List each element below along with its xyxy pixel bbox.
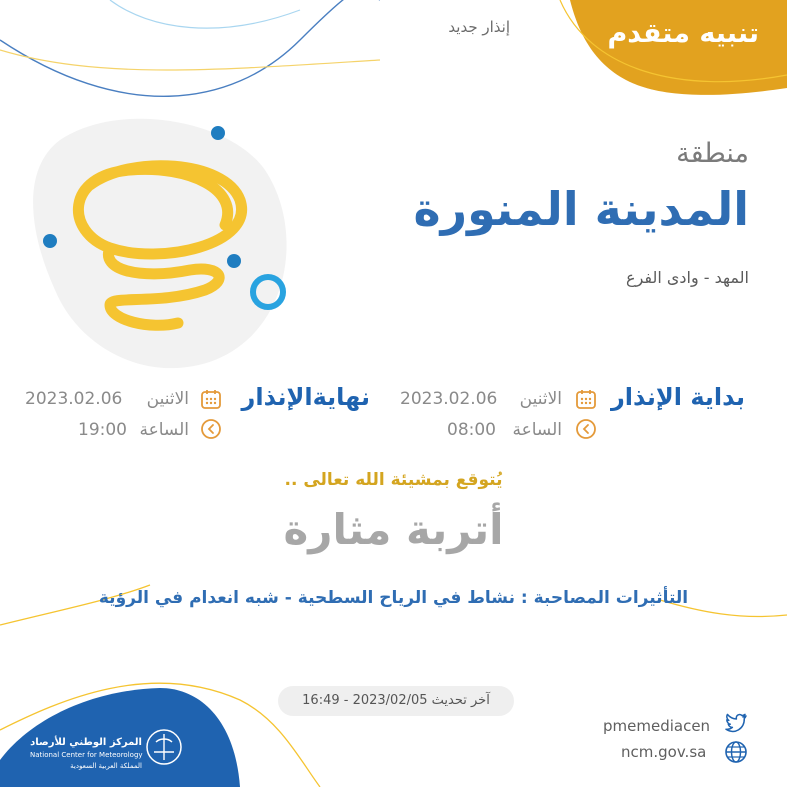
calendar-icon <box>575 388 597 410</box>
alert-start-date: 2023.02.06 <box>400 389 498 409</box>
associated-effects: التأثيرات المصاحبة : نشاط في الرياح السطحية - شبه انعدام في الرؤية <box>98 588 689 608</box>
alert-end-date: 2023.02.06 <box>25 389 123 409</box>
affected-areas: المهد - وادى الفرع <box>626 268 749 287</box>
alert-start-time-label: الساعة <box>512 420 562 440</box>
website-link[interactable]: ncm.gov.sa <box>621 743 707 761</box>
decor-dot <box>211 126 225 140</box>
region-name: المدينة المنورة <box>413 182 749 236</box>
twitter-handle[interactable]: pmemediacen <box>603 717 711 735</box>
alert-end-title: نهايةالإنذار <box>241 383 370 411</box>
new-alert-label: إنذار جديد <box>448 18 510 36</box>
alert-start-title: بداية الإنذار <box>610 383 745 411</box>
decor-line-yellow <box>0 50 380 70</box>
calendar-icon <box>200 388 222 410</box>
org-name-arabic: المركز الوطني للأرصاد <box>30 737 142 748</box>
decor-line-lightblue <box>110 0 300 28</box>
alert-end-time: 19:00 <box>78 420 127 440</box>
decor-dot <box>227 254 241 268</box>
region-label: منطقة <box>676 138 749 169</box>
org-name-english: National Center for Meteorology <box>30 751 143 759</box>
decor-line-blue <box>0 0 380 96</box>
twitter-icon[interactable] <box>724 711 748 735</box>
forecast-intro: يُتوقع بمشيئة الله تعالى .. <box>284 470 503 490</box>
decor-dot <box>43 234 57 248</box>
alert-end-time-label: الساعة <box>139 420 189 440</box>
alert-level-badge: تنبيه متقدم <box>607 18 759 49</box>
org-country-arabic: المملكة العربية السعودية <box>70 762 142 770</box>
globe-icon[interactable] <box>724 740 748 764</box>
alert-start-time: 08:00 <box>447 420 496 440</box>
alert-start-day: الاثنين <box>519 389 562 409</box>
alert-end-day: الاثنين <box>146 389 189 409</box>
phenomenon-title: أتربة مثارة <box>283 505 504 554</box>
clock-arrow-icon <box>200 418 222 440</box>
clock-arrow-icon <box>575 418 597 440</box>
last-update-badge: آخر تحديث 2023/02/05 - 16:49 <box>278 686 514 716</box>
